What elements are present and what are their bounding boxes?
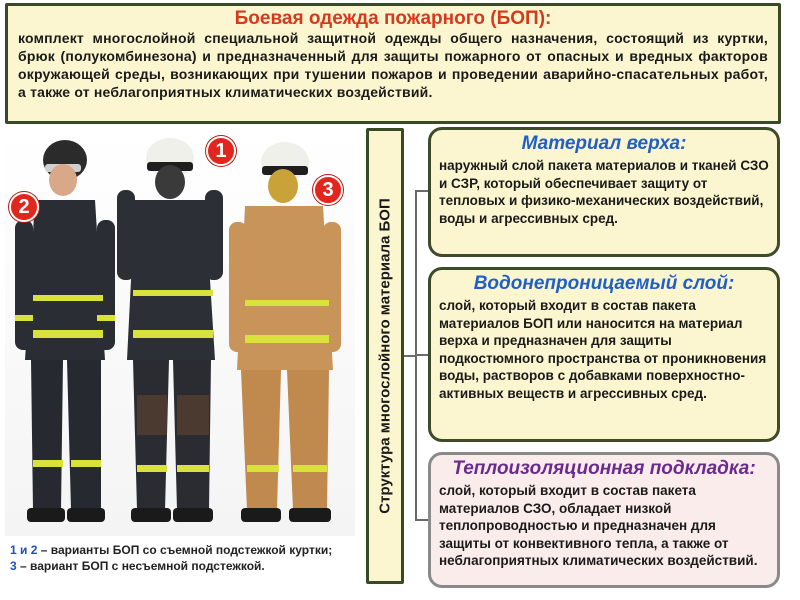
caption-variant-3: 3 (10, 559, 17, 573)
layer-box-thermal-lining (428, 452, 780, 588)
layer-title-thermal-lining: Теплоизоляционная подкладка: (452, 458, 756, 479)
layer-box-waterproof (428, 267, 780, 442)
connector-branch-1 (415, 190, 429, 192)
firefighters-illustration (5, 130, 355, 536)
badge-2: 2 (9, 192, 39, 222)
definition-text: комплект многослойной специальной защитной одежды общего назначения, состоящий из куртки, брюк (полукомбинезона) и предназначенный для защиты пожарного от опасных и вредных факторов окружающей среды, возникающих при тушении пожаров и проведении аварийно-спасательных работ, а также от неблагоприятных климатических воздействий. (18, 30, 768, 100)
layer-title-outer-material: Материал верха: (521, 133, 687, 154)
layer-text-thermal-lining: слой, который входит в состав пакета материалов СЗО, обладает низкой теплопроводностью и предназначен для защиты от конвективного тепла, а также от неблагоприятных климатических воздействий. (439, 483, 758, 568)
caption-line-2: – вариант БОП с несъемной подстежкой. (16, 559, 265, 573)
layer-box-outer-material (428, 127, 780, 257)
photo-caption (10, 542, 355, 574)
connector-branch-3 (415, 519, 429, 521)
definition-box (5, 3, 781, 124)
structure-label: Структура многослойного материала БОП (376, 198, 394, 514)
caption-line-1: – варианты БОП со съемной подстежкой куртки; (37, 543, 333, 557)
layer-text-waterproof: слой, который входит в состав пакета материалов БОП или наносится на материал верха и предназначен для защиты подкостюмного пространства от проникновения воды, растворов с добавками поверхностно-активных веществ и агрессивных сред. (439, 298, 767, 401)
connector-branch-2 (415, 354, 429, 356)
structure-label-box (366, 128, 404, 584)
layer-text-outer-material: наружный слой пакета материалов и тканей СЗО и СЗР, который обеспечивает защиту от тепловых и физико-механических воздействий, воды и агрессивных сред. (439, 158, 769, 226)
firefighter-1-figure (117, 138, 223, 522)
caption-variant-1-2: 1 и 2 (10, 543, 38, 557)
layer-title-waterproof: Водонепроницаемый слой: (473, 273, 735, 294)
page-title: Боевая одежда пожарного (БОП): (234, 8, 552, 29)
badge-1: 1 (206, 136, 236, 166)
firefighters-photo (5, 130, 355, 536)
badge-3: 3 (313, 175, 343, 205)
